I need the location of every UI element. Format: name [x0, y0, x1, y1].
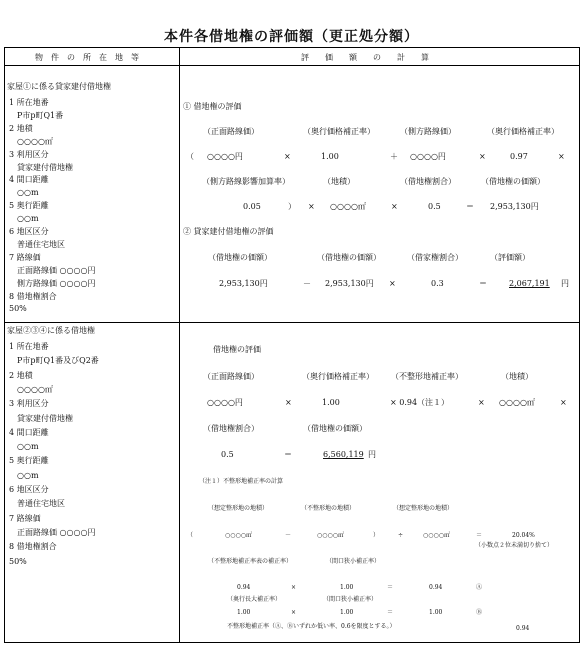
item-line: 3 利用区分 — [9, 149, 49, 159]
cell: （側方路線影響加算率） — [202, 177, 290, 186]
cell: （奥行価格補正率） — [302, 372, 374, 381]
section-divider — [5, 322, 579, 323]
item-line: 正面路線価 ○○○○円 — [17, 265, 96, 275]
cell: （ — [187, 532, 194, 539]
cell: ） — [373, 532, 380, 539]
sec2-heading: 家屋②③④に係る借地権 — [7, 326, 95, 335]
cell: 0.94 — [429, 584, 443, 591]
item-line: 7 路線価 — [9, 513, 41, 523]
cell: 0.3 — [431, 279, 444, 288]
cell: （評価額） — [490, 253, 530, 262]
cell: × — [560, 398, 567, 407]
cell: 1.00 — [340, 609, 354, 616]
cell: 1.00 — [340, 584, 354, 591]
cell: 0.5 — [221, 450, 234, 459]
cell: 20.04% — [512, 532, 535, 539]
header-left: 物 件 の 所 在 地 等 — [35, 53, 139, 62]
cell: 1.00 — [322, 398, 340, 407]
sec1-heading: 家屋①に係る貸家建付借地権 — [7, 82, 111, 91]
cell: 0.94 — [237, 584, 251, 591]
cell: ＝ — [387, 584, 394, 591]
cell: 1.00 — [321, 152, 339, 161]
cell: （想定整形地の地積） — [208, 505, 269, 512]
item-line: 2 地積 — [9, 370, 33, 380]
cell: ○○○○㎡ — [499, 398, 535, 407]
cell: × — [391, 202, 398, 211]
cell: ＝ — [284, 450, 292, 459]
cell: × — [284, 152, 291, 161]
sec1-h2: ② 貸家建付借地権の評価 — [183, 227, 274, 236]
cell: ） — [288, 202, 296, 211]
note-heading: （注１）不整形地補正率の計算 — [199, 478, 284, 485]
item-line: 2 地積 — [9, 123, 33, 133]
cell: ＝ — [479, 279, 487, 288]
cell: Ⓐ — [476, 584, 483, 591]
item-line: ○○m — [17, 214, 39, 224]
item-line: ○○m — [17, 470, 39, 480]
cell: （奥行長大補正率） — [227, 596, 282, 603]
item-line: 1 所在地番 — [9, 342, 49, 351]
header-right: 評 価 額 の 計 算 — [301, 53, 429, 62]
cell: 0.5 — [428, 202, 441, 211]
cell: 0.05 — [243, 202, 261, 211]
sec2-result: 6,560,119 — [323, 450, 364, 459]
item-line: ○○m — [17, 442, 39, 452]
sec2-h1: 借地権の評価 — [213, 345, 261, 354]
cell: ○○○○㎡ — [330, 202, 366, 211]
item-line: 1 所在地番 — [9, 98, 49, 107]
item-line: 6 地区区分 — [9, 485, 49, 494]
cell: 1.00 — [237, 609, 251, 616]
cell: ○○○○㎡ — [423, 532, 450, 539]
cell: （借地権の価額） — [481, 177, 545, 186]
sec1-h1: ① 借地権の評価 — [183, 102, 242, 111]
cell: － — [285, 532, 292, 539]
cell: （借地権割合） — [203, 424, 259, 433]
item-line: P市p町Q1番及びQ2番 — [17, 356, 99, 366]
header-divider — [5, 65, 579, 66]
cell: （不整形地補正率表の補正率） — [208, 558, 293, 565]
item-line: 50% — [9, 556, 27, 566]
column-divider — [179, 48, 180, 642]
cell: ○○○○㎡ — [225, 532, 252, 539]
cell: ○○○○円 — [207, 152, 243, 161]
cell: （奥行価格補正率） — [303, 127, 375, 136]
cell: （借地権の価額） — [303, 424, 367, 433]
item-line: 4 間口距離 — [9, 175, 49, 185]
item-line: 6 地区区分 — [9, 227, 49, 236]
cell: × — [308, 202, 315, 211]
cell: － — [303, 279, 311, 288]
cell: 0.94 — [516, 625, 530, 632]
cell: ○○○○円 — [207, 398, 243, 407]
cell: （正面路線価） — [203, 127, 259, 136]
cell: ＋ — [390, 152, 398, 161]
item-line: ○○○○㎡ — [17, 384, 53, 394]
cell: （借地権の価額） — [208, 253, 272, 262]
cell: （間口狭小補正率） — [323, 596, 378, 603]
item-line: P市p町Q1番 — [17, 110, 64, 120]
cell: （借地権割合） — [400, 177, 456, 186]
cell: （借家権割合） — [407, 253, 463, 262]
item-line: 7 路線価 — [9, 252, 41, 262]
cell: （地積） — [501, 372, 533, 381]
item-line: 貸家建付借地権 — [17, 162, 73, 172]
item-line: 3 利用区分 — [9, 399, 49, 409]
item-line: 正面路線価 ○○○○円 — [17, 527, 96, 537]
item-line: 5 奥行距離 — [9, 456, 49, 466]
cell: × — [479, 152, 486, 161]
item-line: ○○○○㎡ — [17, 136, 53, 146]
cell: × — [291, 609, 297, 616]
cell: × — [558, 152, 565, 161]
cell: 2,953,130円 — [325, 279, 374, 288]
item-line: 8 借地権割合 — [9, 291, 57, 301]
cell: 0.97 — [510, 152, 528, 161]
cell: （ — [186, 152, 194, 161]
cell: 円 — [561, 279, 569, 288]
item-line: 4 間口距離 — [9, 427, 49, 437]
cell: 不整形地補正率（Ⓐ、Ⓑいずれか低い率、0.6を限度とする。） — [227, 623, 396, 630]
cell: 2,953,130円 — [219, 279, 268, 288]
valuation-table — [4, 47, 580, 643]
cell: （奥行価格補正率） — [487, 127, 559, 136]
cell: × — [291, 584, 297, 591]
item-line: 5 奥行距離 — [9, 201, 49, 211]
cell: （小数点２位未満切り捨て） — [475, 542, 554, 549]
item-line: 側方路線価 ○○○○円 — [17, 278, 96, 288]
cell: ＝ — [466, 202, 474, 211]
item-line: 貸家建付借地権 — [17, 413, 73, 423]
cell: ＝ — [476, 532, 483, 539]
cell: ＝ — [387, 609, 394, 616]
cell: （借地権の価額） — [317, 253, 381, 262]
item-line: 普通住宅地区 — [17, 239, 65, 249]
cell: （正面路線価） — [203, 372, 259, 381]
item-line: 普通住宅地区 — [17, 499, 65, 509]
cell: ○○○○㎡ — [317, 532, 344, 539]
cell: ÷ — [398, 532, 404, 539]
cell: 円 — [368, 450, 376, 459]
cell: × 0.94（注１） — [390, 398, 450, 407]
item-line: ○○m — [17, 188, 39, 198]
item-line: 8 借地権割合 — [9, 542, 57, 552]
cell: （不整形地補正率） — [391, 372, 463, 381]
cell: Ⓑ — [476, 609, 483, 616]
cell: × — [389, 279, 396, 288]
sec1-result: 2,067,191 — [509, 279, 550, 288]
cell: （間口狭小補正率） — [326, 558, 381, 565]
cell: （地積） — [323, 177, 355, 186]
cell: （側方路線価） — [400, 127, 456, 136]
item-line: 50% — [9, 304, 27, 314]
cell: 2,953,130円 — [490, 202, 539, 211]
cell: （想定整形地の地積） — [393, 505, 454, 512]
cell: ○○○○円 — [410, 152, 446, 161]
cell: × — [478, 398, 485, 407]
page-title: 本件各借地権の評価額（更正処分額） — [164, 29, 419, 45]
cell: 1.00 — [429, 609, 443, 616]
cell: × — [285, 398, 292, 407]
cell: （不整形地の地積） — [301, 505, 356, 512]
